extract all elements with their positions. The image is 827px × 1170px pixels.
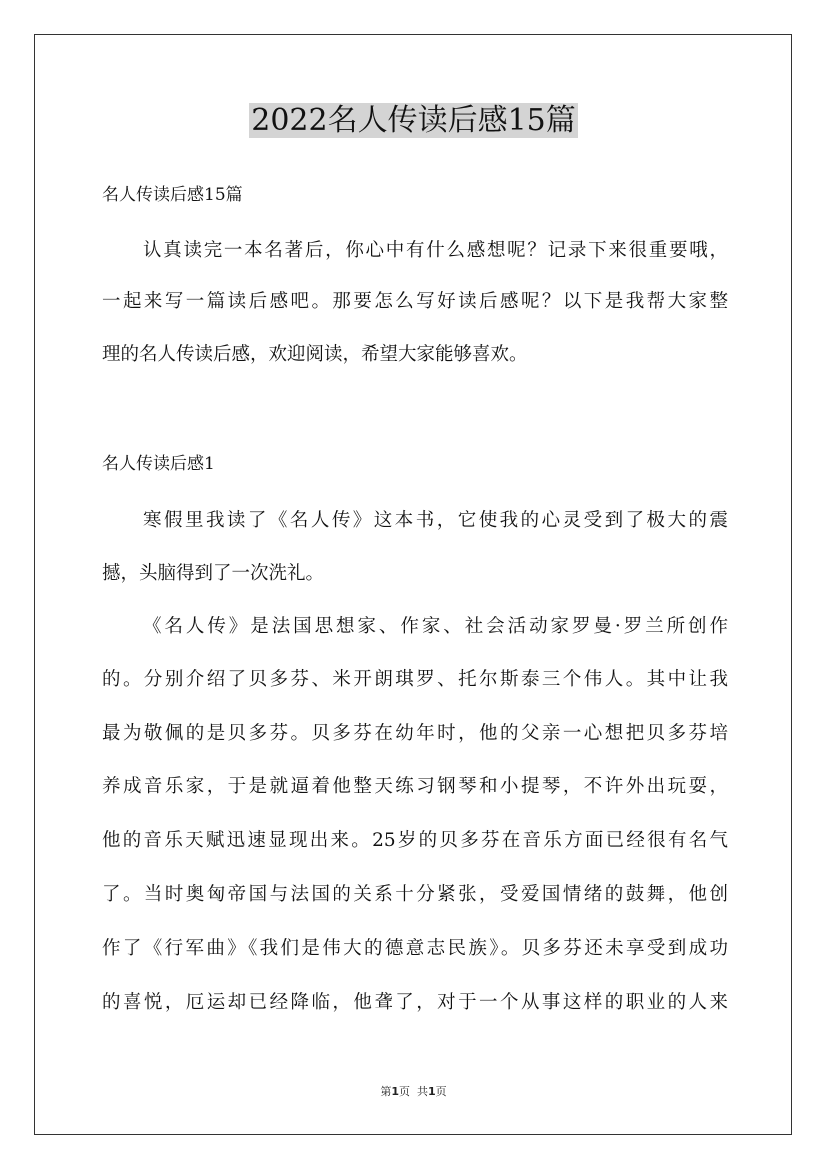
para2-line-3: 最为敬佩的是贝多芬。贝多芬在幼年时，他的父亲一心想把贝多芬培	[102, 723, 728, 744]
para2-line-5: 他的音乐天赋迅速显现出来。25岁的贝多芬在音乐方面已经很有名气	[102, 830, 728, 851]
para2-line-1: 《名人传》是法国思想家、作家、社会活动家罗曼·罗兰所创作	[143, 616, 728, 637]
para2-line-8: 的喜悦，厄运却已经降临，他聋了，对于一个从事这样的职业的人来	[102, 992, 728, 1013]
footer-total-prefix: 共	[417, 1085, 428, 1098]
document-title-text: 2022名人传读后感15篇	[251, 103, 576, 138]
para2-line-6: 了。当时奥匈帝国与法国的关系十分紧张，受爱国情绪的鼓舞，他创	[102, 884, 728, 905]
footer-total-number: 1	[428, 1085, 436, 1098]
footer-page-suffix: 页	[399, 1085, 410, 1098]
intro-line-1: 认真读完一本名著后，你心中有什么感想呢？记录下来很重要哦，	[143, 240, 728, 261]
para1-line-1: 寒假里我读了《名人传》这本书，它使我的心灵受到了极大的震	[143, 510, 728, 531]
footer-page-prefix: 第	[380, 1085, 392, 1098]
para1-line-2: 撼，头脑得到了一次洗礼。	[102, 563, 325, 584]
section-heading: 名人传读后感1	[102, 454, 215, 474]
footer-page-number: 1	[391, 1085, 399, 1098]
document-title	[0, 100, 827, 142]
intro-line-2: 一起来写一篇读后感吧。那要怎么写好读后感呢？以下是我帮大家整	[102, 291, 728, 312]
page-footer	[0, 1084, 827, 1100]
para2-line-4: 养成音乐家，于是就逼着他整天练习钢琴和小提琴，不许外出玩耍，	[102, 776, 728, 797]
footer-total-suffix: 页	[435, 1085, 447, 1098]
intro-line-3: 理的名人传读后感，欢迎阅读，希望大家能够喜欢。	[102, 344, 528, 365]
para2-line-7: 作了《行军曲》《我们是伟大的德意志民族》。贝多芬还未享受到成功	[102, 938, 728, 959]
para2-line-2: 的。分别介绍了贝多芬、米开朗琪罗、托尔斯泰三个伟人。其中让我	[102, 669, 728, 690]
document-subtitle: 名人传读后感15篇	[102, 185, 243, 205]
